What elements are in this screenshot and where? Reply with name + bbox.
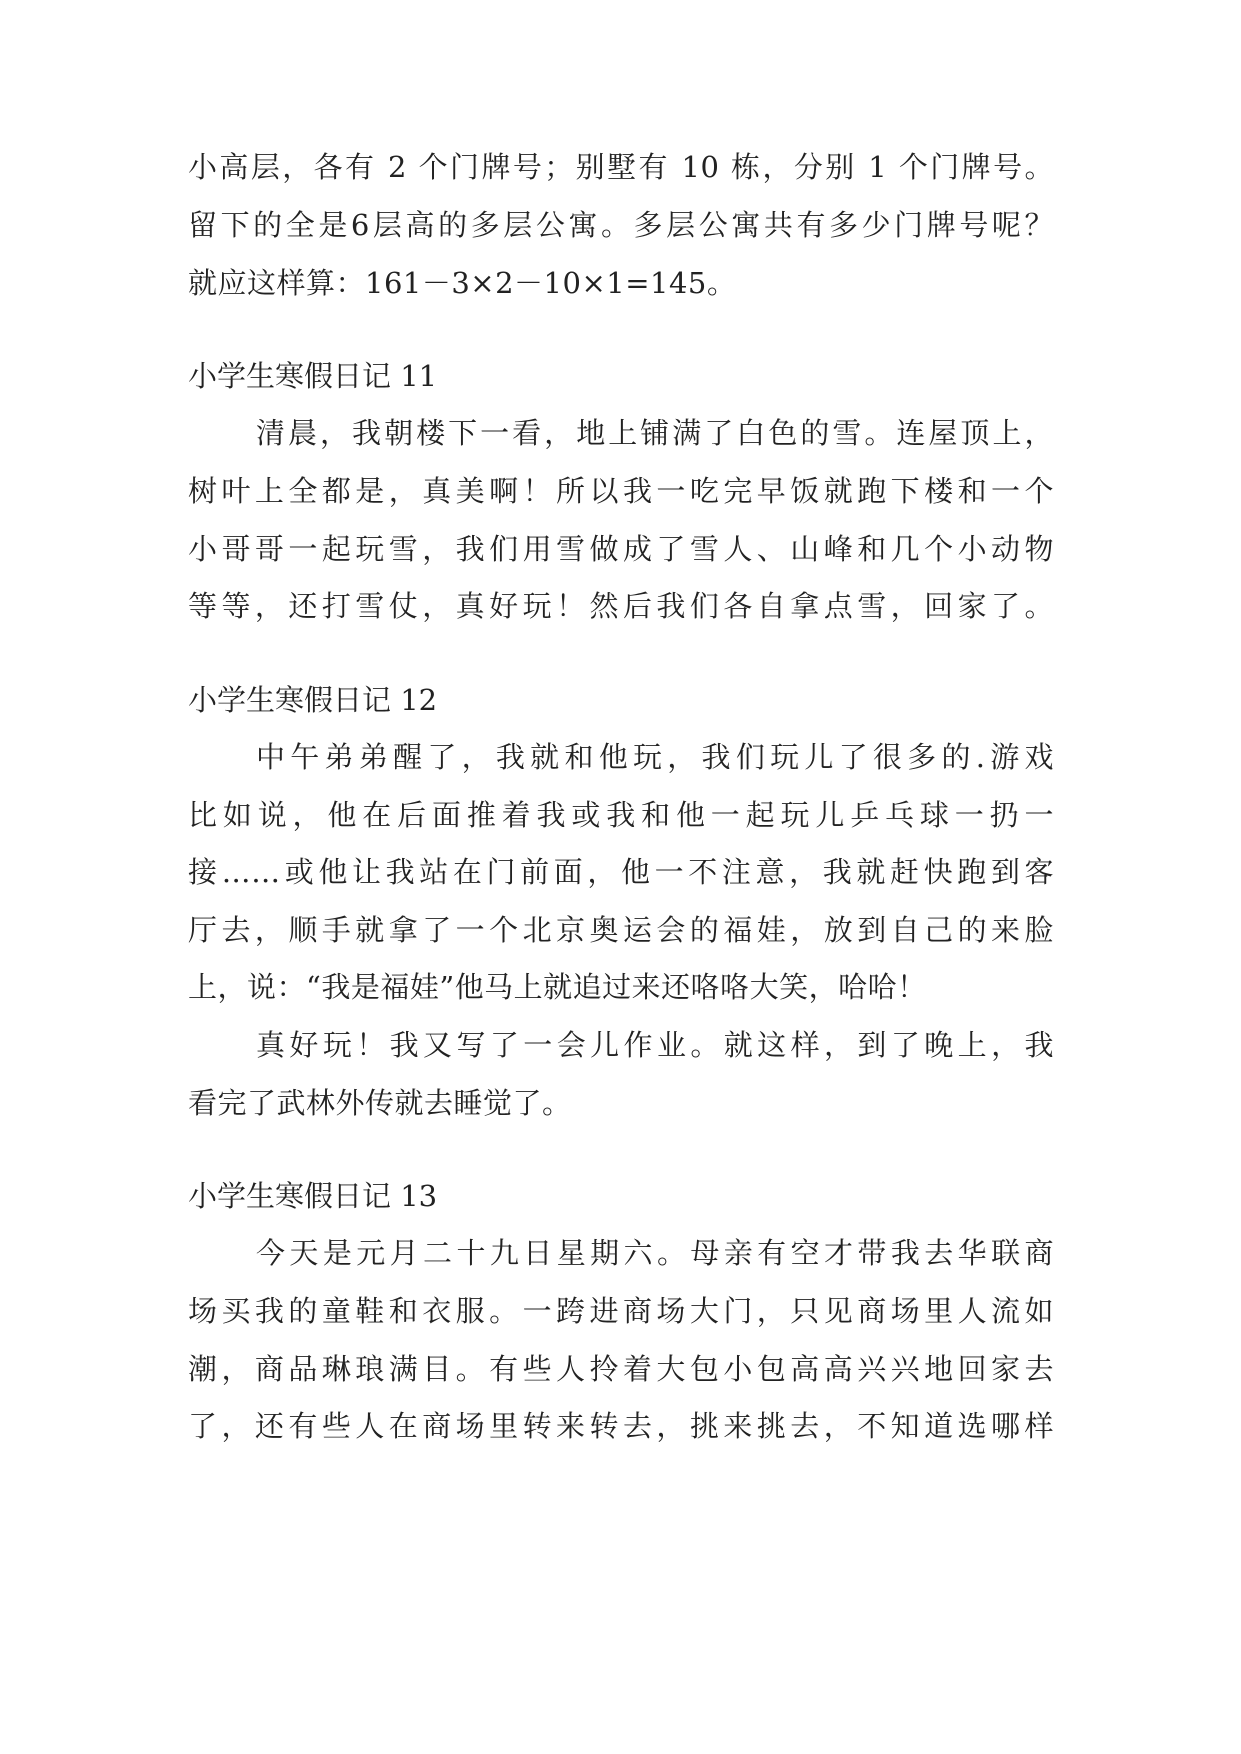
intro-line-1: 小高层，各有 2 个门牌号；别墅有 10 栋，分别 1 个门牌号。: [188, 150, 1054, 184]
entry-12-line-2: 比如说，他在后面推着我或我和他一起玩儿乒乓球一扔一: [188, 798, 1054, 832]
entry-11-line-1: 清晨，我朝楼下一看，地上铺满了白色的雪。连屋顶上，: [256, 416, 1054, 450]
entry-13-line-1: 今天是元月二十九日星期六。母亲有空才带我去华联商: [256, 1236, 1054, 1270]
entry-12-line-3: 接……或他让我站在门前面，他一不注意，我就赶快跑到客: [188, 855, 1054, 889]
intro-line-2: 留下的全是6层高的多层公寓。多层公寓共有多少门牌号呢？: [188, 208, 1054, 242]
entry-13-line-2: 场买我的童鞋和衣服。一跨进商场大门，只见商场里人流如: [188, 1294, 1054, 1328]
entry-12-line-6: 真好玩！我又写了一会儿作业。就这样，到了晚上，我: [256, 1028, 1054, 1062]
entry-12-line-1: 中午弟弟醒了，我就和他玩，我们玩儿了很多的.游戏: [256, 740, 1054, 774]
entry-13-line-4: 了，还有些人在商场里转来转去，挑来挑去，不知道选哪样: [188, 1409, 1054, 1443]
entry-12-title: 小学生寒假日记 12: [188, 683, 438, 717]
entry-11-title: 小学生寒假日记 11: [188, 359, 438, 393]
entry-13-title: 小学生寒假日记 13: [188, 1179, 438, 1213]
entry-11-line-3: 小哥哥一起玩雪，我们用雪做成了雪人、山峰和几个小动物: [188, 532, 1054, 566]
entry-12-line-7: 看完了武林外传就去睡觉了。: [188, 1086, 572, 1120]
entry-12-line-4: 厅去，顺手就拿了一个北京奥运会的福娃，放到自己的来脸: [188, 913, 1054, 947]
entry-12-line-5: 上，说：“我是福娃”他马上就追过来还咯咯大笑，哈哈！: [188, 970, 927, 1004]
entry-11-line-2: 树叶上全都是，真美啊！所以我一吃完早饭就跑下楼和一个: [188, 474, 1054, 508]
entry-13-line-3: 潮，商品琳琅满目。有些人拎着大包小包高高兴兴地回家去: [188, 1352, 1054, 1386]
entry-11-line-4: 等等，还打雪仗，真好玩！然后我们各自拿点雪，回家了。: [188, 589, 1054, 623]
intro-line-3: 就应这样算：161－3×2－10×1=145。: [188, 266, 737, 300]
